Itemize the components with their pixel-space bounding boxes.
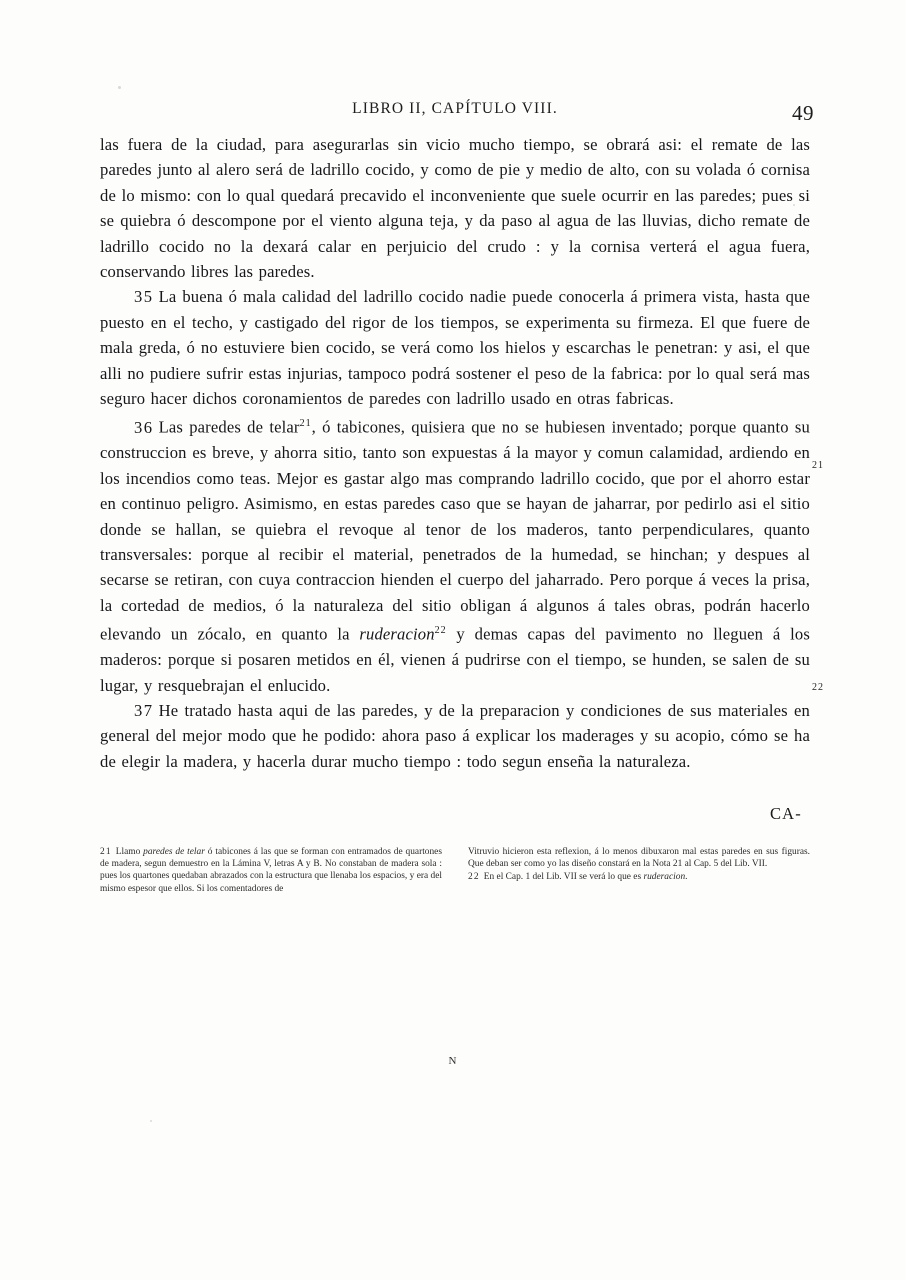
footnotes <box>100 846 810 894</box>
running-head <box>100 100 814 126</box>
paper-speck <box>150 1120 152 1122</box>
italic-term-ruderacion: ruderacion <box>359 624 435 644</box>
footnote-column-left <box>100 846 442 894</box>
footnote-number-21: 21 <box>100 847 112 858</box>
paragraph-35 <box>100 284 810 411</box>
footnote-number-22: 22 <box>468 872 480 883</box>
footnote-22 <box>468 871 810 883</box>
footnote-22-text-a: En el Cap. 1 del Lib. VII se verá lo que es <box>483 872 644 883</box>
footnote-21 <box>100 846 442 894</box>
page-number: 49 <box>792 101 814 125</box>
page-content <box>100 100 814 895</box>
footnote-21-text-b: ó tabicones á las que se forman con entramados de quartones de madera, segun demuestro en la Lámina V, letras A y B. No constaban de madera sola : pues los quartones quedaban abrazados con la estructura que llenaba los espacios, y era del mismo espesor que ellos. Si los comentadores de <box>100 847 442 894</box>
paragraph-37-text: He tratado hasta aqui de las paredes, y de la preparacion y condiciones de sus materiales en general del mejor modo que he podido: ahora paso á explicar los maderages y su acopio, cómo se ha de elegir la madera, y hacerla durar mucho tiempo : todo segun enseña la naturaleza. <box>100 701 810 771</box>
footnote-21-text-a: Llamo <box>115 847 144 858</box>
footnote-22-text-b: . <box>685 872 688 883</box>
paragraph-36-text-c: y demas capas del pavimento no lleguen á los maderos: porque si posaren metidos en él, vienen á pudrirse con el tiempo, se hunden, se salen de su lugar, y resquebrajan el enlucido. <box>100 624 810 695</box>
signature-mark: N <box>448 1055 458 1067</box>
margin-note-22: 22 <box>812 682 824 693</box>
paragraph-number-36: 36 <box>134 418 154 437</box>
catchword: CA- <box>769 804 802 824</box>
paragraph-36-text-b: , ó tabicones, quisiera que no se hubiesen inventado; porque quanto su construccion es breve, y ahorra sitio, tanto son expuestas á la mayor y comun calamidad, ardiendo en los incendios como teas. Mejor es gastar algo mas comprando ladrillo cocido, que por el ahorro estar en continuo peligro. Asimismo, en estas paredes caso que se hayan de jaharrar, por pedirlo asi el sitio donde se hallan, se quiebra el revoque al tenor de los maderos, tanto perpendiculares, quanto transversales: porque al recibir el material, penetrados de la humedad, se hinchan; y despues al secarse se retiran, con cuya contraccion hienden el cuerpo del jaharrado. Pero porque á veces la prisa, la cortedad de medios, ó la naturaleza del sitio obligan á algunos á tales obras, podrán hacerlo elevando un zócalo, en quanto la <box>100 418 810 644</box>
running-head-title: LIBRO II, CAPÍTULO VIII. <box>352 100 558 117</box>
paragraph-35-text: La buena ó mala calidad del ladrillo cocido nadie puede conocerla á primera vista, hasta que puesto en el techo, y castigado del rigor de los tiempos, se experimenta su firmeza. El que fuere de mala greda, ó no estuviere bien cocido, se verá como los hielos y escarchas le penetran: y asi, el que alli no pudiere sufrir estas injurias, tampoco podrá sostener el peso de la fabrica: por lo qual será mas seguro hacer dichos coronamientos de paredes con ladrillo usado en otras fabricas. <box>100 287 810 409</box>
margin-note-21: 21 <box>812 460 824 471</box>
footnote-ref-22: 22 <box>434 625 447 637</box>
footnote-ref-21: 21 <box>299 418 312 430</box>
footnote-22-italic: ruderacion <box>643 872 686 883</box>
footnote-21-continued: Vitruvio hicieron esta reflexion, á lo menos dibuxaron mal estas paredes en sus figuras. Que deban ser como yo las diseño constará en la Nota 21 al Cap. 5 del Lib. VII. <box>468 847 810 870</box>
paragraph-36 <box>100 411 810 698</box>
paragraph-36-text-a: Las paredes de telar <box>158 418 300 437</box>
footnote-21-italic: paredes de telar <box>143 847 205 858</box>
paragraph-37 <box>100 698 810 774</box>
paper-speck <box>118 86 121 89</box>
footnote-column-right <box>468 846 810 894</box>
paragraph-number-37: 37 <box>134 701 154 720</box>
paragraph-number-35: 35 <box>134 287 154 307</box>
paragraph-continuation: las fuera de la ciudad, para asegurarlas sin vicio mucho tiempo, se obrará asi: el remate de las paredes junto al alero será de ladrillo cocido, y como de pie y medio de alto, con su volada ó cornisa de lo mismo: con lo qual quedará precavido el inconveniente que suele ocurrir en las paredes; pues si se quiebra ó descompone por el viento alguna teja, y da paso al agua de las lluvias, dicho remate de ladrillo cocido no la dexará calar en perjuicio del crudo : y la cornisa verterá el agua fuera, conservando libres las paredes. <box>100 135 810 282</box>
body-text <box>100 132 810 774</box>
